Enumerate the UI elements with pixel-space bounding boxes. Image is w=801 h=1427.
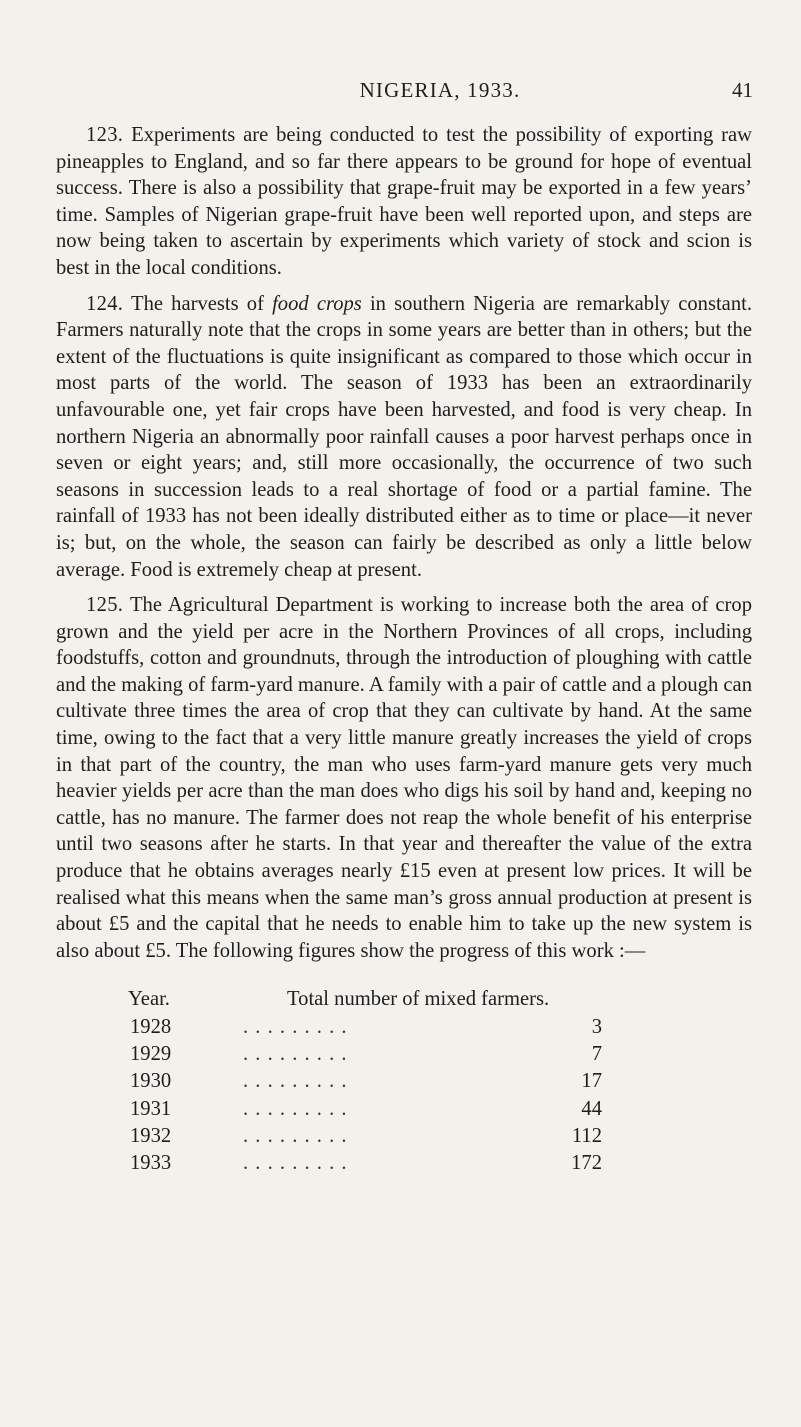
body-text bbox=[56, 122, 752, 964]
dot-leader: . . . . . . . . . bbox=[243, 1070, 348, 1093]
table-row bbox=[128, 1152, 688, 1179]
dot-leader: . . . . . . . . . bbox=[243, 1016, 348, 1038]
row-value: 172 bbox=[571, 1151, 602, 1174]
paragraph-text-after: in southern Nigeria are remarkably constant. Farmers naturally note that the crops in some years are better than in others; but the extent of the fluctuations is quite insignificant as compared to those which occur in most parts of the world. The season of 1933 has been an extraordinarily unfavourable one, yet fair crops have been harvested, and food is very cheap. In northern Nigeria an abnormally poor rainfall causes a poor harvest perhaps once in seven or eight years; and, still more occasionally, the occurrence of two such seasons in succession leads to a real shortage of food or a partial famine. The rainfall of 1933 has not been ideally distributed either as to time or place—it never is; but, on the whole, the season can fairly be described as only a little below average. Food is extremely cheap at present. bbox=[56, 292, 752, 581]
row-year: 1931 bbox=[130, 1097, 172, 1120]
paragraph-number: 125. bbox=[86, 594, 124, 617]
table-row bbox=[128, 1016, 688, 1043]
row-year: 1928 bbox=[130, 1016, 172, 1038]
paragraph-124 bbox=[56, 291, 752, 584]
table-row bbox=[128, 1043, 688, 1070]
page-number: 41 bbox=[732, 78, 753, 102]
row-year: 1933 bbox=[130, 1151, 172, 1174]
column-header-year: Year. bbox=[128, 988, 170, 1010]
dot-leader: . . . . . . . . . bbox=[243, 1043, 348, 1066]
row-year: 1930 bbox=[130, 1070, 172, 1093]
table-row bbox=[128, 1098, 688, 1125]
column-header-total: Total number of mixed farmers. bbox=[287, 988, 550, 1010]
paragraph-number: 124. bbox=[86, 292, 124, 315]
paragraph-text: Experiments are being conducted to test the possibility of exporting raw pineapples to England, and so far there appears to be ground for hope of eventual success. There is also a possibility that grape-fruit may be exported in a few years’ time. Samples of Nigerian grape-fruit have been well reported upon, and steps are now being taken to ascertain by experiments which variety of stock and scion is best in the local conditions. bbox=[56, 124, 752, 279]
paragraph-125 bbox=[56, 592, 752, 964]
row-value: 3 bbox=[591, 1016, 602, 1038]
row-value: 44 bbox=[581, 1097, 602, 1120]
table-header bbox=[128, 988, 688, 1016]
mixed-farmers-table bbox=[128, 988, 688, 1179]
table-row bbox=[128, 1125, 688, 1152]
row-value: 17 bbox=[581, 1070, 602, 1093]
dot-leader: . . . . . . . . . bbox=[243, 1124, 348, 1147]
running-header bbox=[0, 78, 801, 108]
paragraph-123 bbox=[56, 122, 752, 282]
row-value: 112 bbox=[571, 1124, 602, 1147]
paragraph-text: The Agricultural Department is working to increase both the area of crop grown and the yield per acre in the Northern Provinces of all crops, including foodstuffs, cotton and groundnuts, through the introduction of ploughing with cattle and the making of farm-yard manure. A family with a pair of cattle and a plough can cultivate three times the area of crop that they can cultivate by hand. At the same time, owing to the fact that a very little manure greatly increases the yield of crops in that part of the country, the man who uses farm-yard manure gets very much heavier yields per acre than the man does who digs his soil by hand and, keeping no cattle, has no manure. The farmer does not reap the whole benefit of his enterprise until two seasons after he starts. In that year and thereafter the value of the extra produce that he obtains averages nearly £15 even at present low prices. It will be realised what this means when the same man’s gross annual production at present is about £5 and the capital that he needs to enable him to take up the new system is also about £5. The following figures show the progress of this work :— bbox=[56, 594, 753, 962]
dot-leader: . . . . . . . . . bbox=[243, 1097, 348, 1120]
table-row bbox=[128, 1070, 688, 1097]
paragraph-number: 123. bbox=[86, 124, 124, 146]
row-year: 1932 bbox=[130, 1124, 172, 1147]
header-title: NIGERIA, 1933. bbox=[359, 78, 521, 102]
paragraph-text-before: The harvests of bbox=[131, 292, 273, 315]
emphasis-food-crops: food crops bbox=[272, 292, 362, 315]
row-year: 1929 bbox=[130, 1043, 172, 1066]
dot-leader: . . . . . . . . . bbox=[243, 1151, 348, 1174]
row-value: 7 bbox=[591, 1043, 602, 1066]
